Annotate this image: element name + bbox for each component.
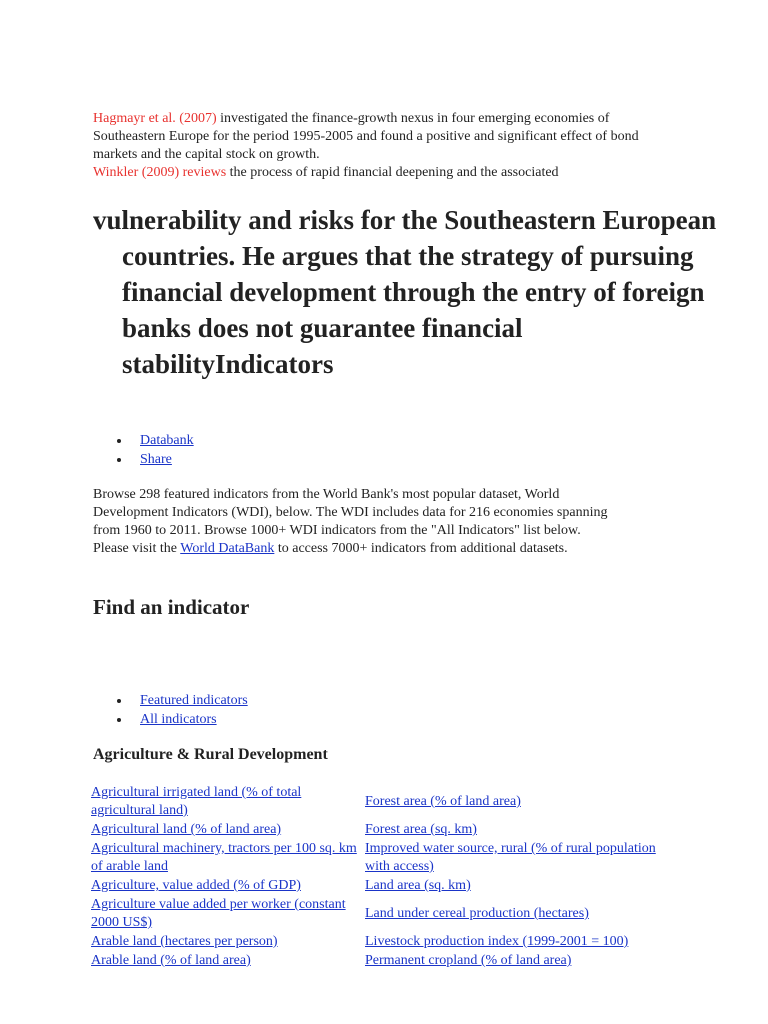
year-2007: (2007): [179, 111, 217, 126]
indicator-link[interactable]: Agricultural irrigated land (% of total agricultural land): [91, 785, 302, 818]
indicator-link[interactable]: Permanent cropland (% of land area): [365, 953, 572, 968]
databank-link[interactable]: Databank: [140, 433, 194, 448]
table-row: [91, 933, 665, 952]
indicator-link[interactable]: Land under cereal production (hectares): [365, 906, 589, 921]
author-hagmayr: Hagmayr et al.: [93, 111, 176, 126]
indicator-link[interactable]: Improved water source, rural (% of rural population with access): [365, 841, 656, 874]
all-indicators-link[interactable]: All indicators: [140, 712, 217, 727]
top-link-list: [93, 431, 194, 469]
indicator-link[interactable]: Livestock production index (1999-2001 = 100): [365, 934, 629, 949]
list-item: [93, 691, 248, 710]
description-text-1: Browse 298 featured indicators from the World Bank's most popular dataset, World Development Indicators (WDI), below. The WDI includes data for 216 economies spanning from 1960 to 2011. Browse 1000+ WDI indicators from the "All Indicators" list below. Please visit the: [93, 487, 608, 556]
table-row: [91, 784, 665, 821]
intro-paragraph: [93, 110, 673, 182]
indicator-link[interactable]: Agriculture value added per worker (constant 2000 US$): [91, 897, 346, 930]
description-paragraph: [93, 486, 613, 558]
indicator-tabs-list: [93, 691, 248, 729]
indicator-table: [91, 784, 665, 971]
indicator-link[interactable]: Arable land (hectares per person): [91, 934, 278, 949]
find-indicator-heading: Find an indicator: [93, 595, 250, 619]
table-row: [91, 821, 665, 840]
indicator-link[interactable]: Arable land (% of land area): [91, 953, 251, 968]
indicator-link[interactable]: Agricultural land (% of land area): [91, 822, 282, 837]
table-row: [91, 952, 665, 971]
share-link[interactable]: Share: [140, 452, 172, 467]
description-text-2: to access 7000+ indicators from additional datasets.: [274, 541, 568, 556]
author-winkler: Winkler (2009) reviews: [93, 165, 227, 180]
indicator-link[interactable]: Agricultural machinery, tractors per 100 sq. km of arable land: [91, 841, 357, 874]
indicator-link[interactable]: Land area (sq. km): [365, 878, 471, 893]
indicator-link[interactable]: Forest area (% of land area): [365, 794, 521, 809]
intro-text-2: the process of rapid financial deepening and the associated: [226, 165, 559, 180]
table-row: [91, 877, 665, 896]
indicator-link[interactable]: Forest area (sq. km): [365, 822, 477, 837]
list-item: [93, 710, 248, 729]
table-row: [91, 896, 665, 933]
list-item: [93, 431, 194, 450]
featured-indicators-link[interactable]: Featured indicators: [140, 693, 248, 708]
section-heading-agriculture: Agriculture & Rural Development: [93, 746, 328, 763]
list-item: [93, 450, 194, 469]
world-databank-link[interactable]: World DataBank: [180, 541, 275, 556]
large-body-text: vulnerability and risks for the Southeastern European countries. He argues that the strategy of pursuing financial development through the entry of foreign banks does not guarantee financial stabilityIndicators: [93, 205, 717, 379]
table-row: [91, 840, 665, 877]
indicator-link[interactable]: Agriculture, value added (% of GDP): [91, 878, 301, 893]
intro-text-1: investigated the finance-growth nexus in four emerging economies of Southeastern Europe for the period 1995-2005 and found a positive and significant effect of bond markets and the capital stock on growth.: [93, 111, 639, 162]
